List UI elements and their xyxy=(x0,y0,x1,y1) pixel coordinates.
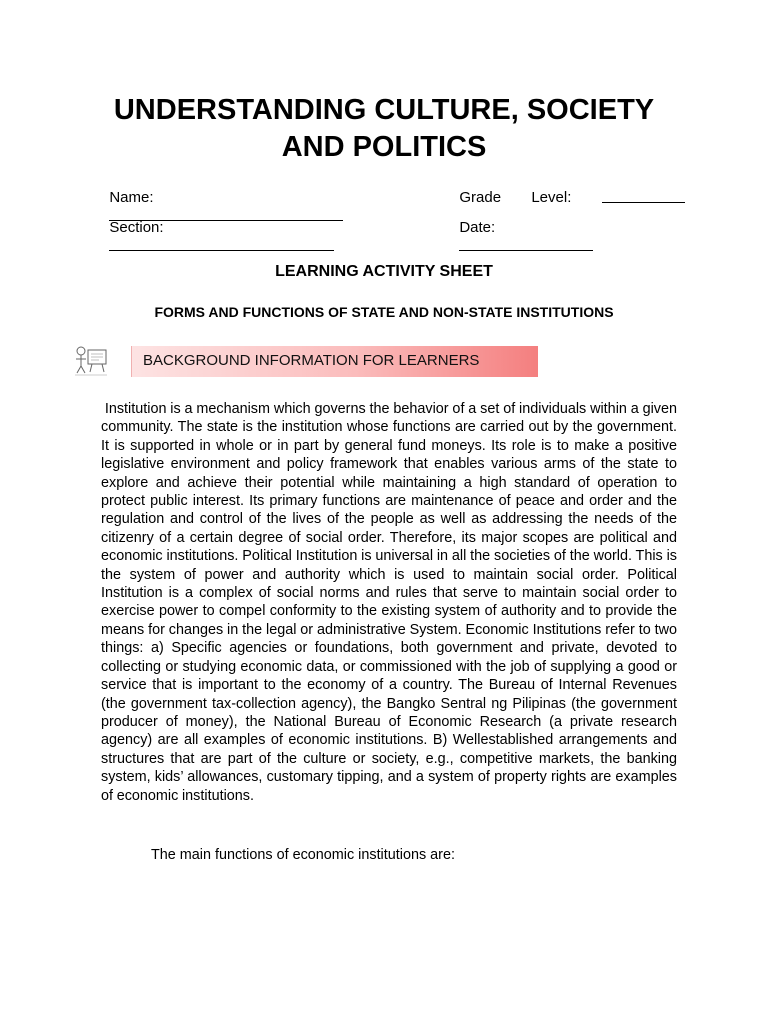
functions-lead-text: The main functions of economic institutions are: xyxy=(151,847,455,863)
level-label: Level: xyxy=(531,189,572,206)
page-title xyxy=(0,92,768,166)
section-blank[interactable] xyxy=(109,237,334,251)
name-label: Name: xyxy=(109,189,154,206)
title-line-1: UNDERSTANDING CULTURE, SOCIETY xyxy=(113,94,655,126)
learner-clipart-icon xyxy=(72,344,110,378)
section-label: Section: xyxy=(109,219,164,236)
date-blank[interactable] xyxy=(459,237,593,251)
grade-label: Grade xyxy=(459,189,502,206)
grade-level-blank[interactable] xyxy=(602,189,685,203)
sheet-heading: LEARNING ACTIVITY SHEET xyxy=(275,263,493,280)
section-field xyxy=(101,201,334,256)
section-banner xyxy=(131,346,538,377)
date-label: Date: xyxy=(459,219,496,236)
topic-heading: FORMS AND FUNCTIONS OF STATE AND NON-STATE INSTITUTIONS xyxy=(154,304,614,320)
background-paragraph: Institution is a mechanism which governs the behavior of a set of individuals within a given community. The state is the institution whose functions are carried out by the government. It is supported in whole or in part by general fund moneys. Its role is to make a positive legislative environment and policy framework that enables various arms of the state to explore and achieve their potential while maintaining a high standard of operation to protect public interest. Its primary functions are maintenance of peace and order and the regulation and control of the lives of the people as well as addressing the needs of the citizenry of a certain degree of social order. Therefore, its major scopes are political and economic institutions. Political Institution is universal in all the societies of the world. This is the system of power and authority which is used to maintain social order. Political Institution is a complex of social norms and rules that serve to maintain social order to exercise power to compel conformity to the existing system of authority and to provide the means for changes in the legal or administrative System. Economic Institutions refer to two things: a) Specific agencies or foundations, both government and private, devoted to collecting or studying economic data, or commissioned with the job of supplying a good or service that is important to the economy of a country. The Bureau of Internal Revenues (the government tax-collection agency), the Bangko Sentral ng Pilipinas (the government producer of money), the National Bureau of Economic Research (a private research agency) are all examples of economic institutions. B) Wellestablished arrangements and structures that are part of the culture or society, e.g., competitive markets, the banking system, kids’ allowances, customary tipping, and a system of property rights are examples of economic institutions. xyxy=(101,401,677,804)
title-line-2: AND POLITICS xyxy=(281,131,487,163)
section-banner-text: BACKGROUND INFORMATION FOR LEARNERS xyxy=(143,352,480,369)
grade-level-field xyxy=(594,171,685,208)
date-field xyxy=(451,201,593,256)
